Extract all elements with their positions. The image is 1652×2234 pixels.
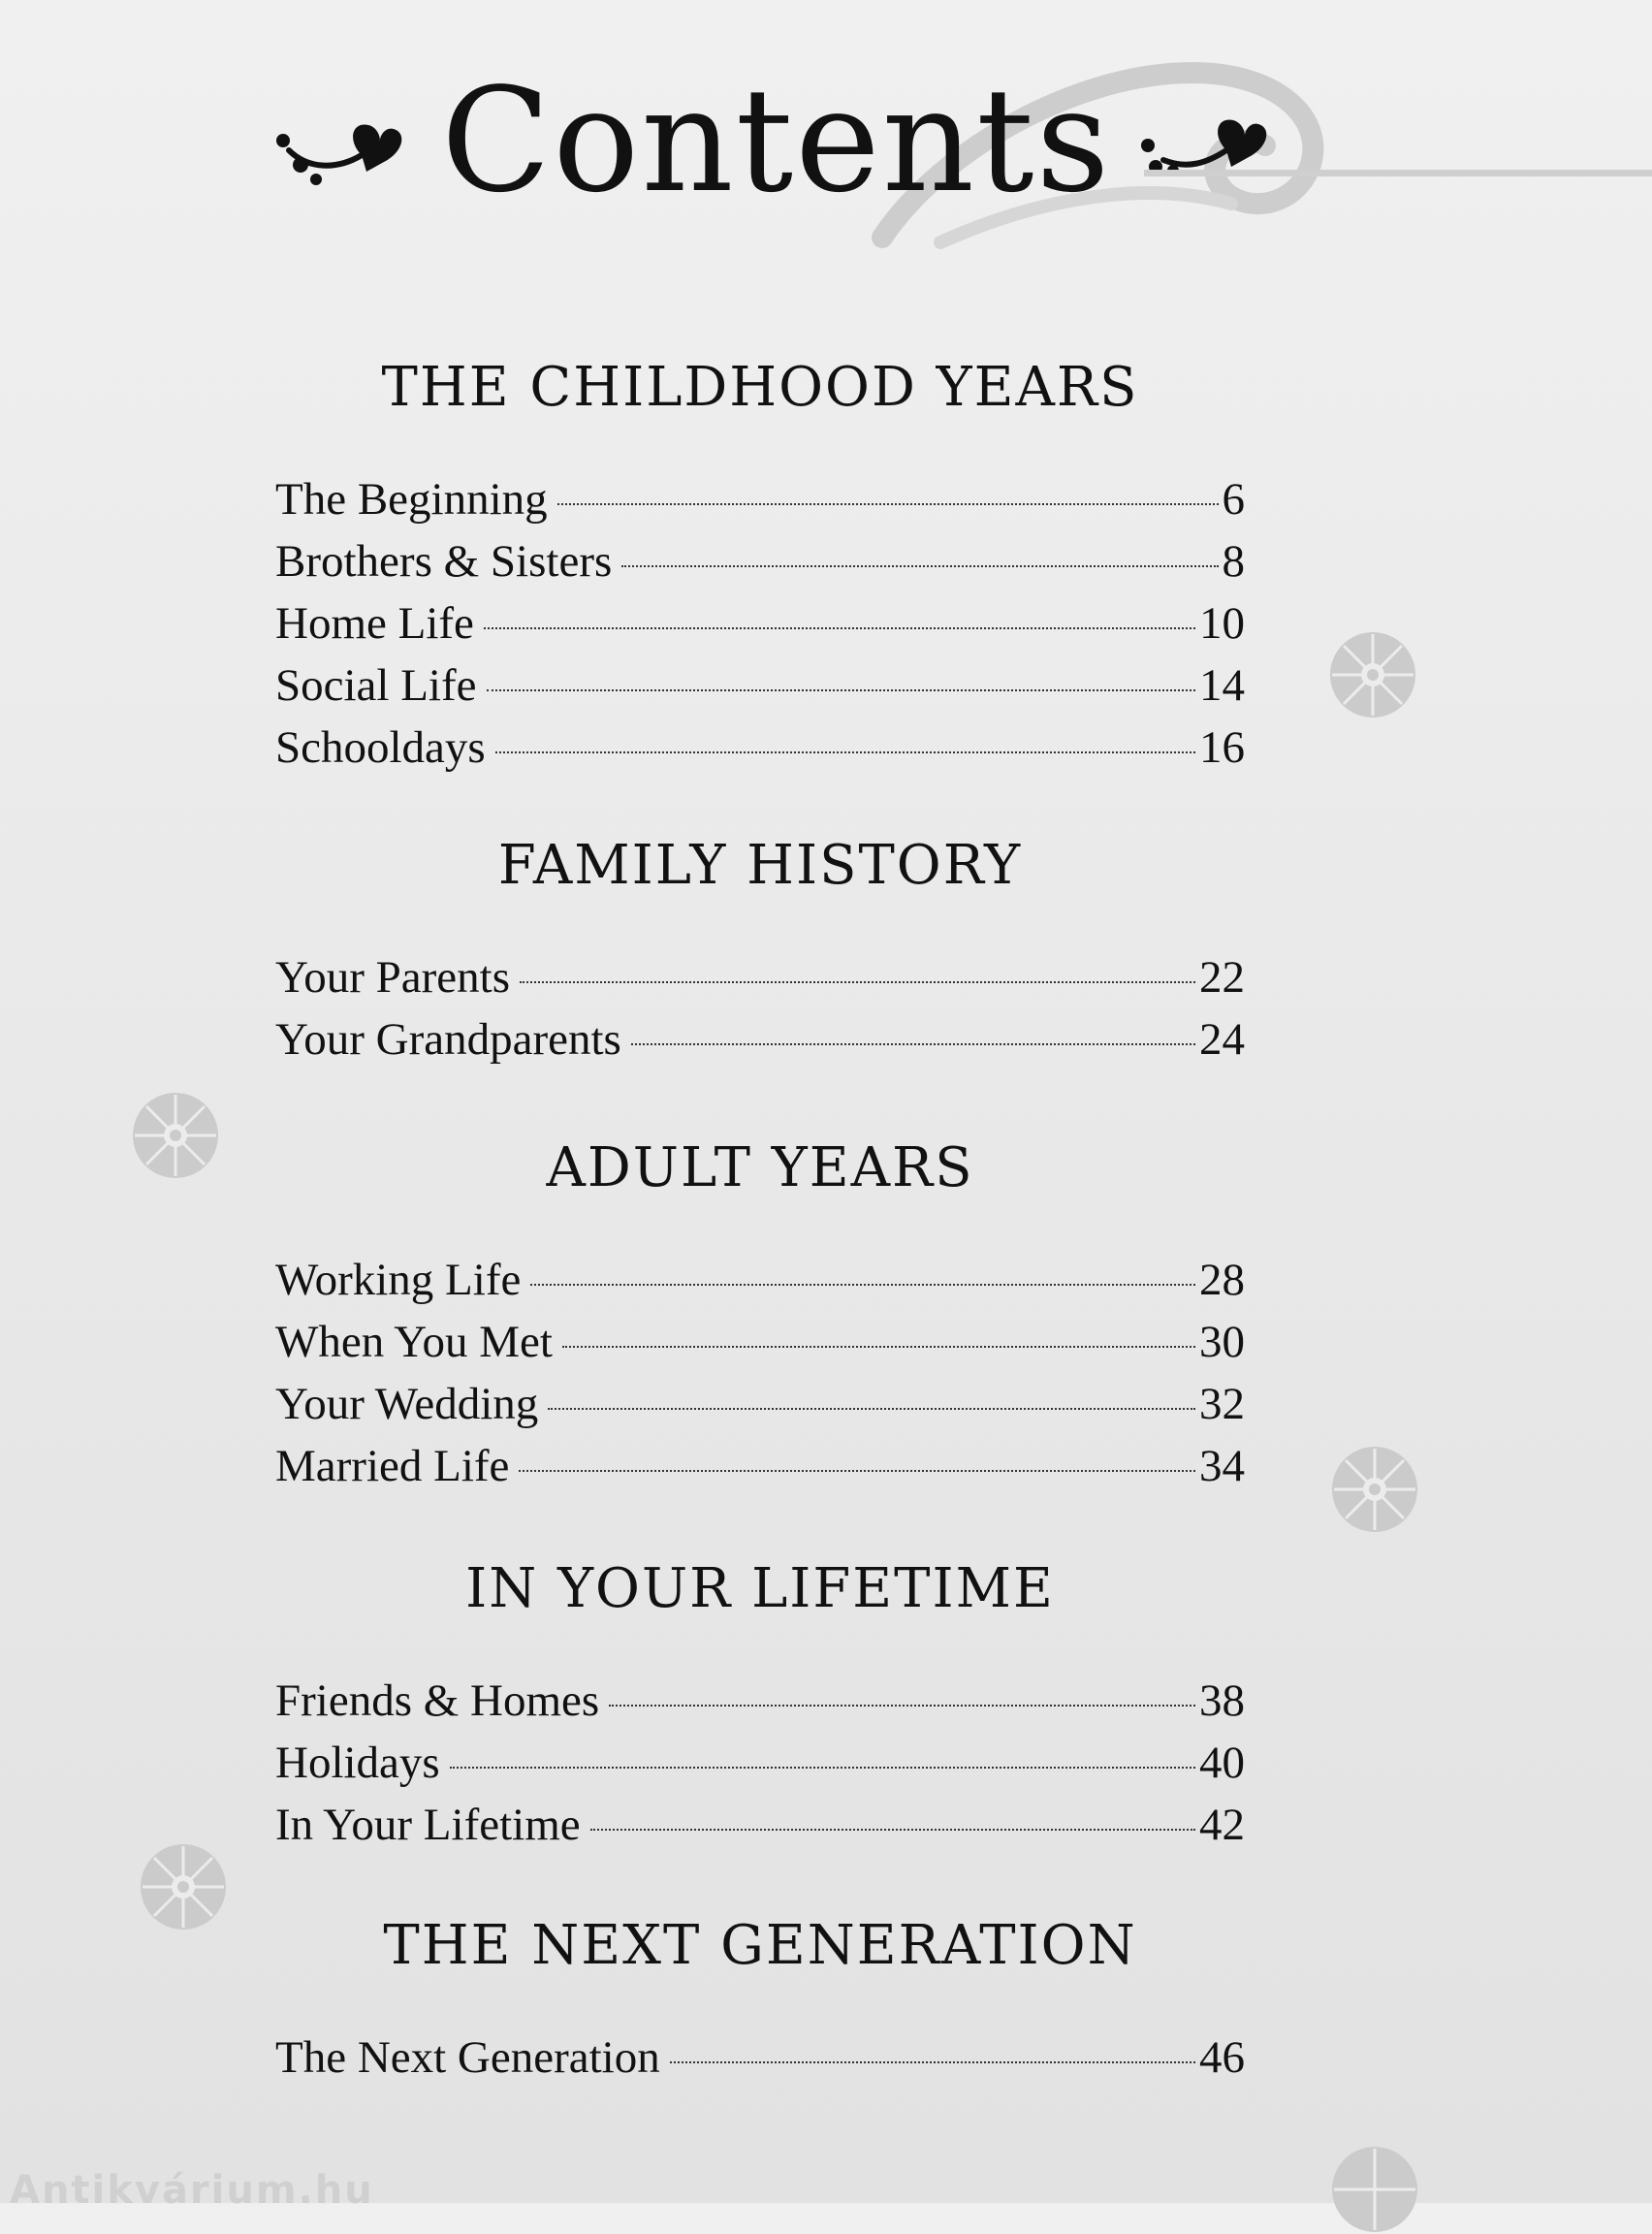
dot-leader	[520, 981, 1195, 983]
entry-label: Your Parents	[275, 952, 510, 1003]
rosette-icon	[131, 1091, 220, 1180]
section-family-history	[275, 832, 1245, 1070]
section-title: IN YOUR LIFETIME	[465, 1557, 1055, 1620]
entry-label: The Beginning	[275, 474, 548, 525]
entry-label: Home Life	[275, 598, 474, 649]
section-childhood-years	[275, 354, 1245, 779]
entry-label: The Next Generation	[275, 2032, 660, 2083]
entry-list	[275, 2027, 1245, 2089]
heart-flourish-right-icon	[1134, 107, 1270, 194]
entry-label: Brothers & Sisters	[275, 536, 613, 587]
section-title: THE CHILDHOOD YEARS	[381, 356, 1139, 419]
entry-page-number: 8	[1222, 536, 1245, 587]
entry-page-number: 42	[1199, 1800, 1245, 1850]
entry-page-number: 46	[1199, 2032, 1245, 2083]
toc-entry[interactable]	[275, 717, 1245, 779]
dot-leader	[590, 1829, 1195, 1831]
entry-page-number: 40	[1199, 1738, 1245, 1788]
entry-page-number: 14	[1199, 660, 1245, 711]
entry-page-number: 30	[1199, 1317, 1245, 1367]
toc-entry[interactable]	[275, 468, 1245, 530]
toc-entry[interactable]	[275, 1670, 1245, 1732]
rosette-icon	[139, 1842, 228, 1931]
toc-entry[interactable]	[275, 1373, 1245, 1435]
section-title: FAMILY HISTORY	[497, 834, 1023, 897]
dot-leader	[670, 2061, 1195, 2063]
rosette-icon	[1330, 2145, 1419, 2234]
page-title: Contents	[441, 57, 1112, 224]
toc-entry[interactable]	[275, 592, 1245, 654]
entry-label: Holidays	[275, 1738, 440, 1788]
entry-page-number: 24	[1199, 1014, 1245, 1065]
toc-entry[interactable]	[275, 1008, 1245, 1070]
dot-leader	[484, 627, 1195, 629]
section-adult-years	[275, 1134, 1245, 1497]
toc-entry[interactable]	[275, 1311, 1245, 1373]
entry-page-number: 10	[1199, 598, 1245, 649]
entry-page-number: 6	[1222, 474, 1245, 525]
entry-list	[275, 1670, 1245, 1856]
dot-leader	[562, 1346, 1195, 1348]
watermark: Antikvárium.hu	[10, 2168, 374, 2213]
entry-list	[275, 468, 1245, 779]
entry-list	[275, 946, 1245, 1070]
dot-leader	[450, 1767, 1195, 1769]
entry-page-number: 34	[1199, 1441, 1245, 1491]
dot-leader	[557, 503, 1219, 505]
entry-label: Working Life	[275, 1255, 522, 1305]
entry-page-number: 32	[1199, 1379, 1245, 1429]
dot-leader	[621, 565, 1218, 567]
rosette-icon	[1328, 630, 1417, 719]
section-in-your-lifetime	[275, 1555, 1245, 1856]
entry-page-number: 38	[1199, 1676, 1245, 1726]
toc-entry[interactable]	[275, 1794, 1245, 1856]
dot-leader	[519, 1470, 1195, 1472]
dot-leader	[631, 1043, 1195, 1045]
entry-label: Friends & Homes	[275, 1676, 600, 1726]
entry-page-number: 28	[1199, 1255, 1245, 1305]
entry-label: Your Grandparents	[275, 1014, 621, 1065]
toc-entry[interactable]	[275, 1732, 1245, 1794]
dot-leader	[548, 1408, 1195, 1410]
entry-label: Married Life	[275, 1441, 510, 1491]
dot-leader	[530, 1284, 1195, 1286]
dot-leader	[609, 1705, 1195, 1707]
entry-label: When You Met	[275, 1317, 553, 1367]
entry-list	[275, 1249, 1245, 1497]
entry-page-number: 22	[1199, 952, 1245, 1003]
toc-entry[interactable]	[275, 946, 1245, 1008]
section-title: ADULT YEARS	[546, 1136, 974, 1199]
entry-label: Your Wedding	[275, 1379, 539, 1429]
rosette-icon	[1330, 1445, 1419, 1534]
toc-entry[interactable]	[275, 1435, 1245, 1497]
header-rule	[1144, 170, 1652, 176]
section-next-generation	[275, 1912, 1245, 2089]
entry-page-number: 16	[1199, 722, 1245, 773]
dot-leader	[487, 689, 1195, 691]
section-title: THE NEXT GENERATION	[383, 1914, 1137, 1977]
contents-header	[262, 53, 1652, 247]
toc-entry[interactable]	[275, 530, 1245, 592]
toc-entry[interactable]	[275, 1249, 1245, 1311]
dot-leader	[495, 751, 1195, 753]
entry-label: Schooldays	[275, 722, 486, 773]
entry-label: Social Life	[275, 660, 477, 711]
heart-flourish-left-icon	[270, 112, 405, 199]
toc-entry[interactable]	[275, 2027, 1245, 2089]
toc-entry[interactable]	[275, 654, 1245, 717]
entry-label: In Your Lifetime	[275, 1800, 581, 1850]
